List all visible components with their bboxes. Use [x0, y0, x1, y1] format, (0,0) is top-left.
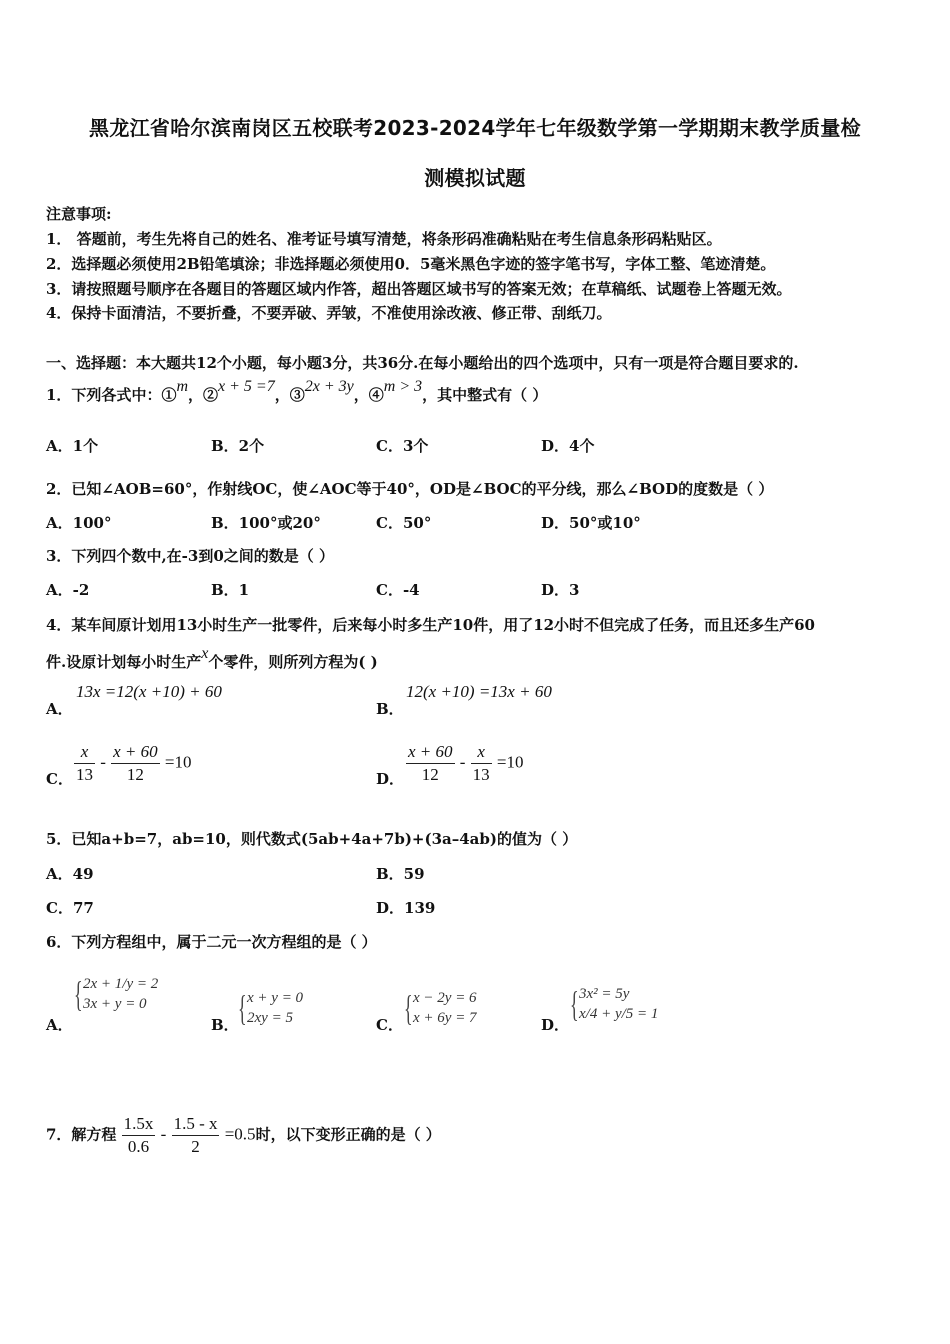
q6-option-d-system [570, 984, 658, 1024]
minus-sign: - [459, 752, 466, 772]
equation-system [570, 984, 658, 1024]
denominator: 0.6 [127, 1137, 150, 1156]
q5-option-d: D．139 [376, 899, 436, 917]
denominator: 13 [472, 765, 490, 784]
question-6: 6．下列方程组中，属于二元一次方程组的是（ ） [46, 933, 377, 951]
numerator: 1.5 - x [173, 1114, 218, 1133]
notice-item-4: 4．保持卡面清洁，不要折叠，不要弄破、弄皱，不准使用涂改液、修正带、刮纸刀。 [46, 304, 612, 322]
right-hand-side: =10 [164, 752, 192, 772]
q7-prefix: 7．解方程 [46, 1125, 117, 1144]
fraction-bar [74, 763, 95, 764]
question-1 [46, 378, 548, 405]
section-heading: 一、选择题：本大题共12个小题，每小题3分，共36分.在每小题给出的四个选项中，只有一项是符合题目要求的. [46, 354, 799, 372]
q4-label-a: A． [46, 700, 73, 718]
fraction-bar [471, 763, 492, 764]
q4-option-b-equation: 12(x +10) =13x + 60 [406, 682, 552, 701]
equation-row: x − 2y = 6 [413, 990, 477, 1006]
minus-sign: - [100, 752, 106, 772]
q1-sep-3: ，③ [274, 386, 305, 404]
notice-item-2: 2．选择题必须使用2B铅笔填涂；非选择题必须使用0．5毫米黑色字迹的签字笔书写，字体工整、笔迹清楚。 [46, 255, 776, 273]
q3-option-c: C．-4 [376, 581, 420, 599]
fraction-bar [111, 763, 160, 764]
q5-option-a: A．49 [46, 865, 94, 883]
q5-option-b: B．59 [376, 865, 425, 883]
q1-prefix: 1．下列各式中：① [46, 386, 177, 404]
q1-expr-2: x + 5 =7 [218, 378, 275, 395]
denominator: 13 [76, 765, 93, 784]
question-2: 2．已知∠AOB=60°，作射线OC，使∠AOC等于40°，OD是∠BOC的平分线，那么∠BOD的度数是（ ） [46, 480, 774, 498]
q6-option-a-system [74, 974, 158, 1014]
frac [172, 1114, 220, 1157]
fraction-bar [406, 763, 455, 764]
q6-label-d: D． [541, 1016, 570, 1034]
frac [111, 742, 160, 785]
notice-item-1: 1． 答题前，考生先将自己的姓名、准考证号填写清楚，将条形码准确粘贴在考生信息条形码粘贴区。 [46, 230, 722, 248]
question-4-line-1: 4．某车间原计划用13小时生产一批零件，后来每小时多生产10件，用了12小时不但完成了任务，而且还多生产60 [46, 616, 815, 634]
q1-expr-3: 2x + 3y [304, 378, 354, 395]
fraction-bar [122, 1135, 156, 1136]
frac [122, 1114, 156, 1157]
equation-row: 2x + 1/y = 2 [83, 976, 159, 992]
q2-option-b: B．100°或20° [211, 514, 321, 532]
frac [406, 742, 455, 785]
q2-option-c: C．50° [376, 514, 432, 532]
q6-option-b-system [238, 988, 303, 1028]
q3-option-a: A．-2 [46, 581, 90, 599]
exam-title-line-1: 黑龙江省哈尔滨南岗区五校联考2023-2024学年七年级数学第一学期期末教学质量检 [89, 116, 861, 140]
equation-row: x/4 + y/5 = 1 [579, 1006, 659, 1022]
q1-expr-4: m > 3 [383, 378, 423, 395]
equation-system [238, 988, 303, 1028]
right-hand-side: =10 [496, 752, 524, 772]
left-brace-icon: { [238, 988, 247, 1028]
notice-heading: 注意事项: [46, 205, 112, 223]
frac [74, 742, 95, 785]
denominator: 12 [126, 765, 144, 784]
question-5: 5．已知a+b=7，ab=10，则代数式(5ab+4a+7b)+(3a–4ab)的值为（ ） [46, 830, 578, 848]
q3-option-d: D．3 [541, 581, 580, 599]
numerator: x + 60 [113, 742, 158, 761]
numerator: x + 60 [408, 742, 453, 761]
q1-suffix: ，其中整式有（ ） [422, 386, 548, 404]
q1-sep-2: ，② [188, 386, 219, 404]
q4-text-a: 件.设原计划每小时生产 [46, 653, 202, 671]
equation-row: 3x² = 5y [579, 986, 630, 1002]
q4-option-c-equation [74, 742, 192, 785]
q1-expr-1: m [176, 378, 189, 395]
q4-variable: x [201, 645, 209, 662]
exam-title-line-2: 测模拟试题 [424, 166, 526, 190]
equation-system [74, 974, 158, 1014]
left-brace-icon: { [74, 974, 83, 1014]
q4-text-b: 个零件，则所列方程为( ) [208, 653, 378, 671]
q4-option-d-equation [406, 742, 524, 785]
q4-option-a-equation: 13x =12(x +10) + 60 [76, 682, 222, 701]
q2-option-a: A．100° [46, 514, 112, 532]
q3-option-b: B．1 [211, 581, 250, 599]
q6-option-c-system [404, 988, 477, 1028]
q1-option-b: B．2个 [211, 437, 265, 455]
minus-sign: - [160, 1124, 167, 1144]
q1-sep-4: ，④ [353, 386, 384, 404]
right-hand-side: =0.5 [224, 1124, 256, 1144]
numerator: 1.5x [123, 1114, 154, 1133]
notice-item-3: 3．请按照题号顺序在各题目的答题区域内作答，超出答题区域书写的答案无效；在草稿纸、试题卷上答题无效。 [46, 280, 792, 298]
equation-row: 2xy = 5 [247, 1010, 293, 1026]
question-3: 3．下列四个数中,在-3到0之间的数是（ ） [46, 547, 334, 565]
fraction-bar [172, 1135, 220, 1136]
question-4-line-2 [46, 645, 378, 672]
numerator: x [80, 742, 89, 761]
q6-label-a: A． [46, 1016, 73, 1034]
left-brace-icon: { [404, 988, 413, 1028]
denominator: 12 [421, 765, 439, 784]
q6-label-c: C． [376, 1016, 403, 1034]
q4-label-b: B． [376, 700, 404, 718]
q6-label-b: B． [211, 1016, 239, 1034]
denominator: 2 [191, 1137, 200, 1156]
q1-option-c: C．3个 [376, 437, 429, 455]
equation-row: x + y = 0 [247, 990, 304, 1006]
left-brace-icon: { [570, 984, 579, 1024]
q1-option-d: D．4个 [541, 437, 595, 455]
equation-system [404, 988, 477, 1028]
q2-option-d: D．50°或10° [541, 514, 641, 532]
frac [471, 742, 492, 785]
q7-suffix: 时，以下变形正确的是（ ） [255, 1125, 441, 1144]
equation-row: x + 6y = 7 [413, 1010, 477, 1026]
equation-row: 3x + y = 0 [83, 996, 147, 1012]
q1-option-a: A．1个 [46, 437, 99, 455]
question-7 [46, 1114, 441, 1157]
numerator: x [477, 742, 485, 761]
q4-label-d: D． [376, 770, 405, 788]
q4-label-c: C． [46, 770, 73, 788]
q5-option-c: C．77 [46, 899, 94, 917]
